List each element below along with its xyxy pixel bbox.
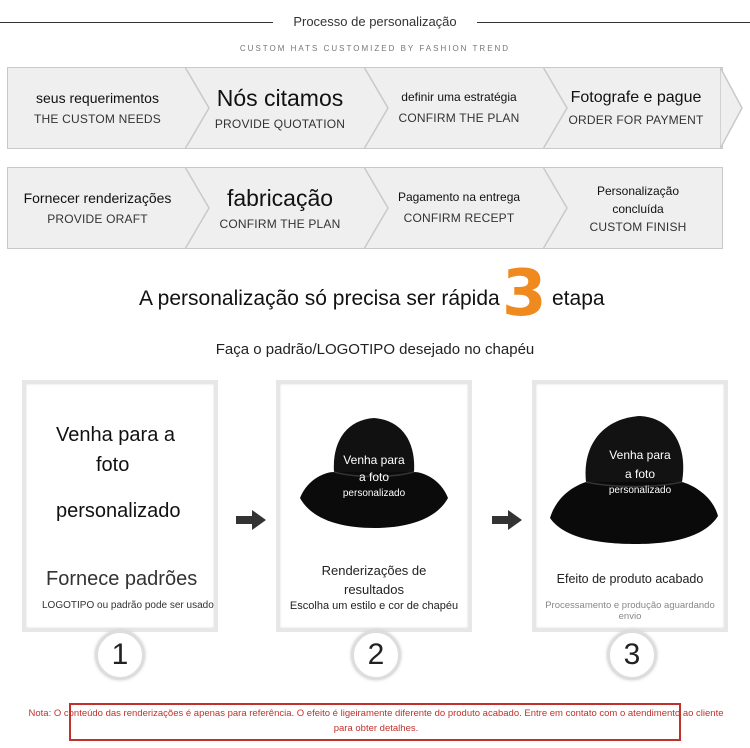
hat-print-text <box>324 452 424 501</box>
step-label-en: PROVIDE ORAFT <box>47 212 148 227</box>
headline-subtitle: Faça o padrão/LOGOTIPO desejado no chapéu <box>215 341 535 358</box>
card-subtitle: LOGOTIPO ou padrão pode ser usado <box>42 600 214 611</box>
headline-step-count: 3 <box>502 257 547 331</box>
headline-suffix: etapa <box>552 287 605 310</box>
step-label-en: CONFIRM THE PLAN <box>398 110 520 125</box>
step-label: seus requerimentos <box>36 89 159 106</box>
arrow-right-icon <box>492 510 522 530</box>
step-label: fabricação <box>226 184 334 211</box>
step-label-en: THE CUSTOM NEEDS <box>34 112 161 127</box>
step-label: Fornecer renderizações <box>23 189 172 206</box>
process-row-1 <box>7 67 723 149</box>
step-card-1 <box>22 380 218 632</box>
hat-print-line: Venha para <box>343 453 405 467</box>
page-title: Processo de personalização <box>273 14 476 29</box>
card-subtitle: Escolha um estilo e cor de chapéu <box>289 600 459 612</box>
step-custom-needs <box>8 68 187 148</box>
chevron-icon <box>720 67 746 149</box>
card-subtitle: Processamento e produção aguardando envio <box>545 600 715 622</box>
step-card-3 <box>532 380 728 632</box>
arrow-right-icon <box>236 510 266 530</box>
step-quotation <box>208 68 352 148</box>
headline <box>0 257 750 331</box>
card-title: Renderizações de resultados <box>321 563 427 597</box>
hat-print-line: Venha para <box>609 448 671 462</box>
pattern-text-line1: Venha para a <box>56 424 175 446</box>
step-card-2 <box>276 380 472 632</box>
step-custom-finish <box>583 168 693 248</box>
step-label-en: PROVIDE QUOTATION <box>214 117 346 132</box>
step-label: definir uma estratégia <box>401 90 517 105</box>
process-row-2 <box>7 167 723 249</box>
step-number-2: 2 <box>351 630 401 680</box>
step-label-en: CONFIRM THE PLAN <box>219 217 341 232</box>
hat-print-line: a foto <box>624 466 656 481</box>
step-label-en: CONFIRM RECEPT <box>403 210 515 225</box>
hat-print-line: personalizado <box>608 485 672 497</box>
step-label: Nós citamos <box>216 84 344 111</box>
hat-print-line: personalizado <box>342 487 406 499</box>
hat-print-line: a foto <box>358 470 390 485</box>
card-title: Efeito de produto acabado <box>556 572 704 586</box>
step-strategy <box>388 68 530 148</box>
headline-text: A personalização só precisa ser rápida <box>139 287 500 310</box>
step-number-1: 1 <box>95 630 145 680</box>
step-label: Pagamento na entrega <box>397 190 521 205</box>
step-label-en: CUSTOM FINISH <box>589 220 687 234</box>
hat-print-text <box>590 446 690 499</box>
step-pay-on-delivery <box>388 168 530 248</box>
page-subtitle: CUSTOM HATS CUSTOMIZED BY FASHION TREND <box>239 44 511 53</box>
step-number-3: 3 <box>607 630 657 680</box>
step-label: Personalização concluída <box>596 184 680 216</box>
step-provide-draft <box>8 168 187 248</box>
chevron-icon <box>543 167 573 249</box>
pattern-text-line2: foto <box>96 454 130 476</box>
step-manufacturing <box>208 168 352 248</box>
step-label: Fotografe e pague <box>570 88 702 106</box>
step-label-en: ORDER FOR PAYMENT <box>568 113 704 128</box>
step-payment <box>563 68 709 148</box>
pattern-text-line3: personalizado <box>56 500 181 522</box>
disclaimer-note: Nota: O conteúdo das renderizações é apenas para referência. O efeito é ligeiramente diferente do produto acabado. Entre em contato com o atendimento ao cliente para obter detalhes. <box>28 708 724 735</box>
card-title: Fornece padrões <box>46 568 198 590</box>
